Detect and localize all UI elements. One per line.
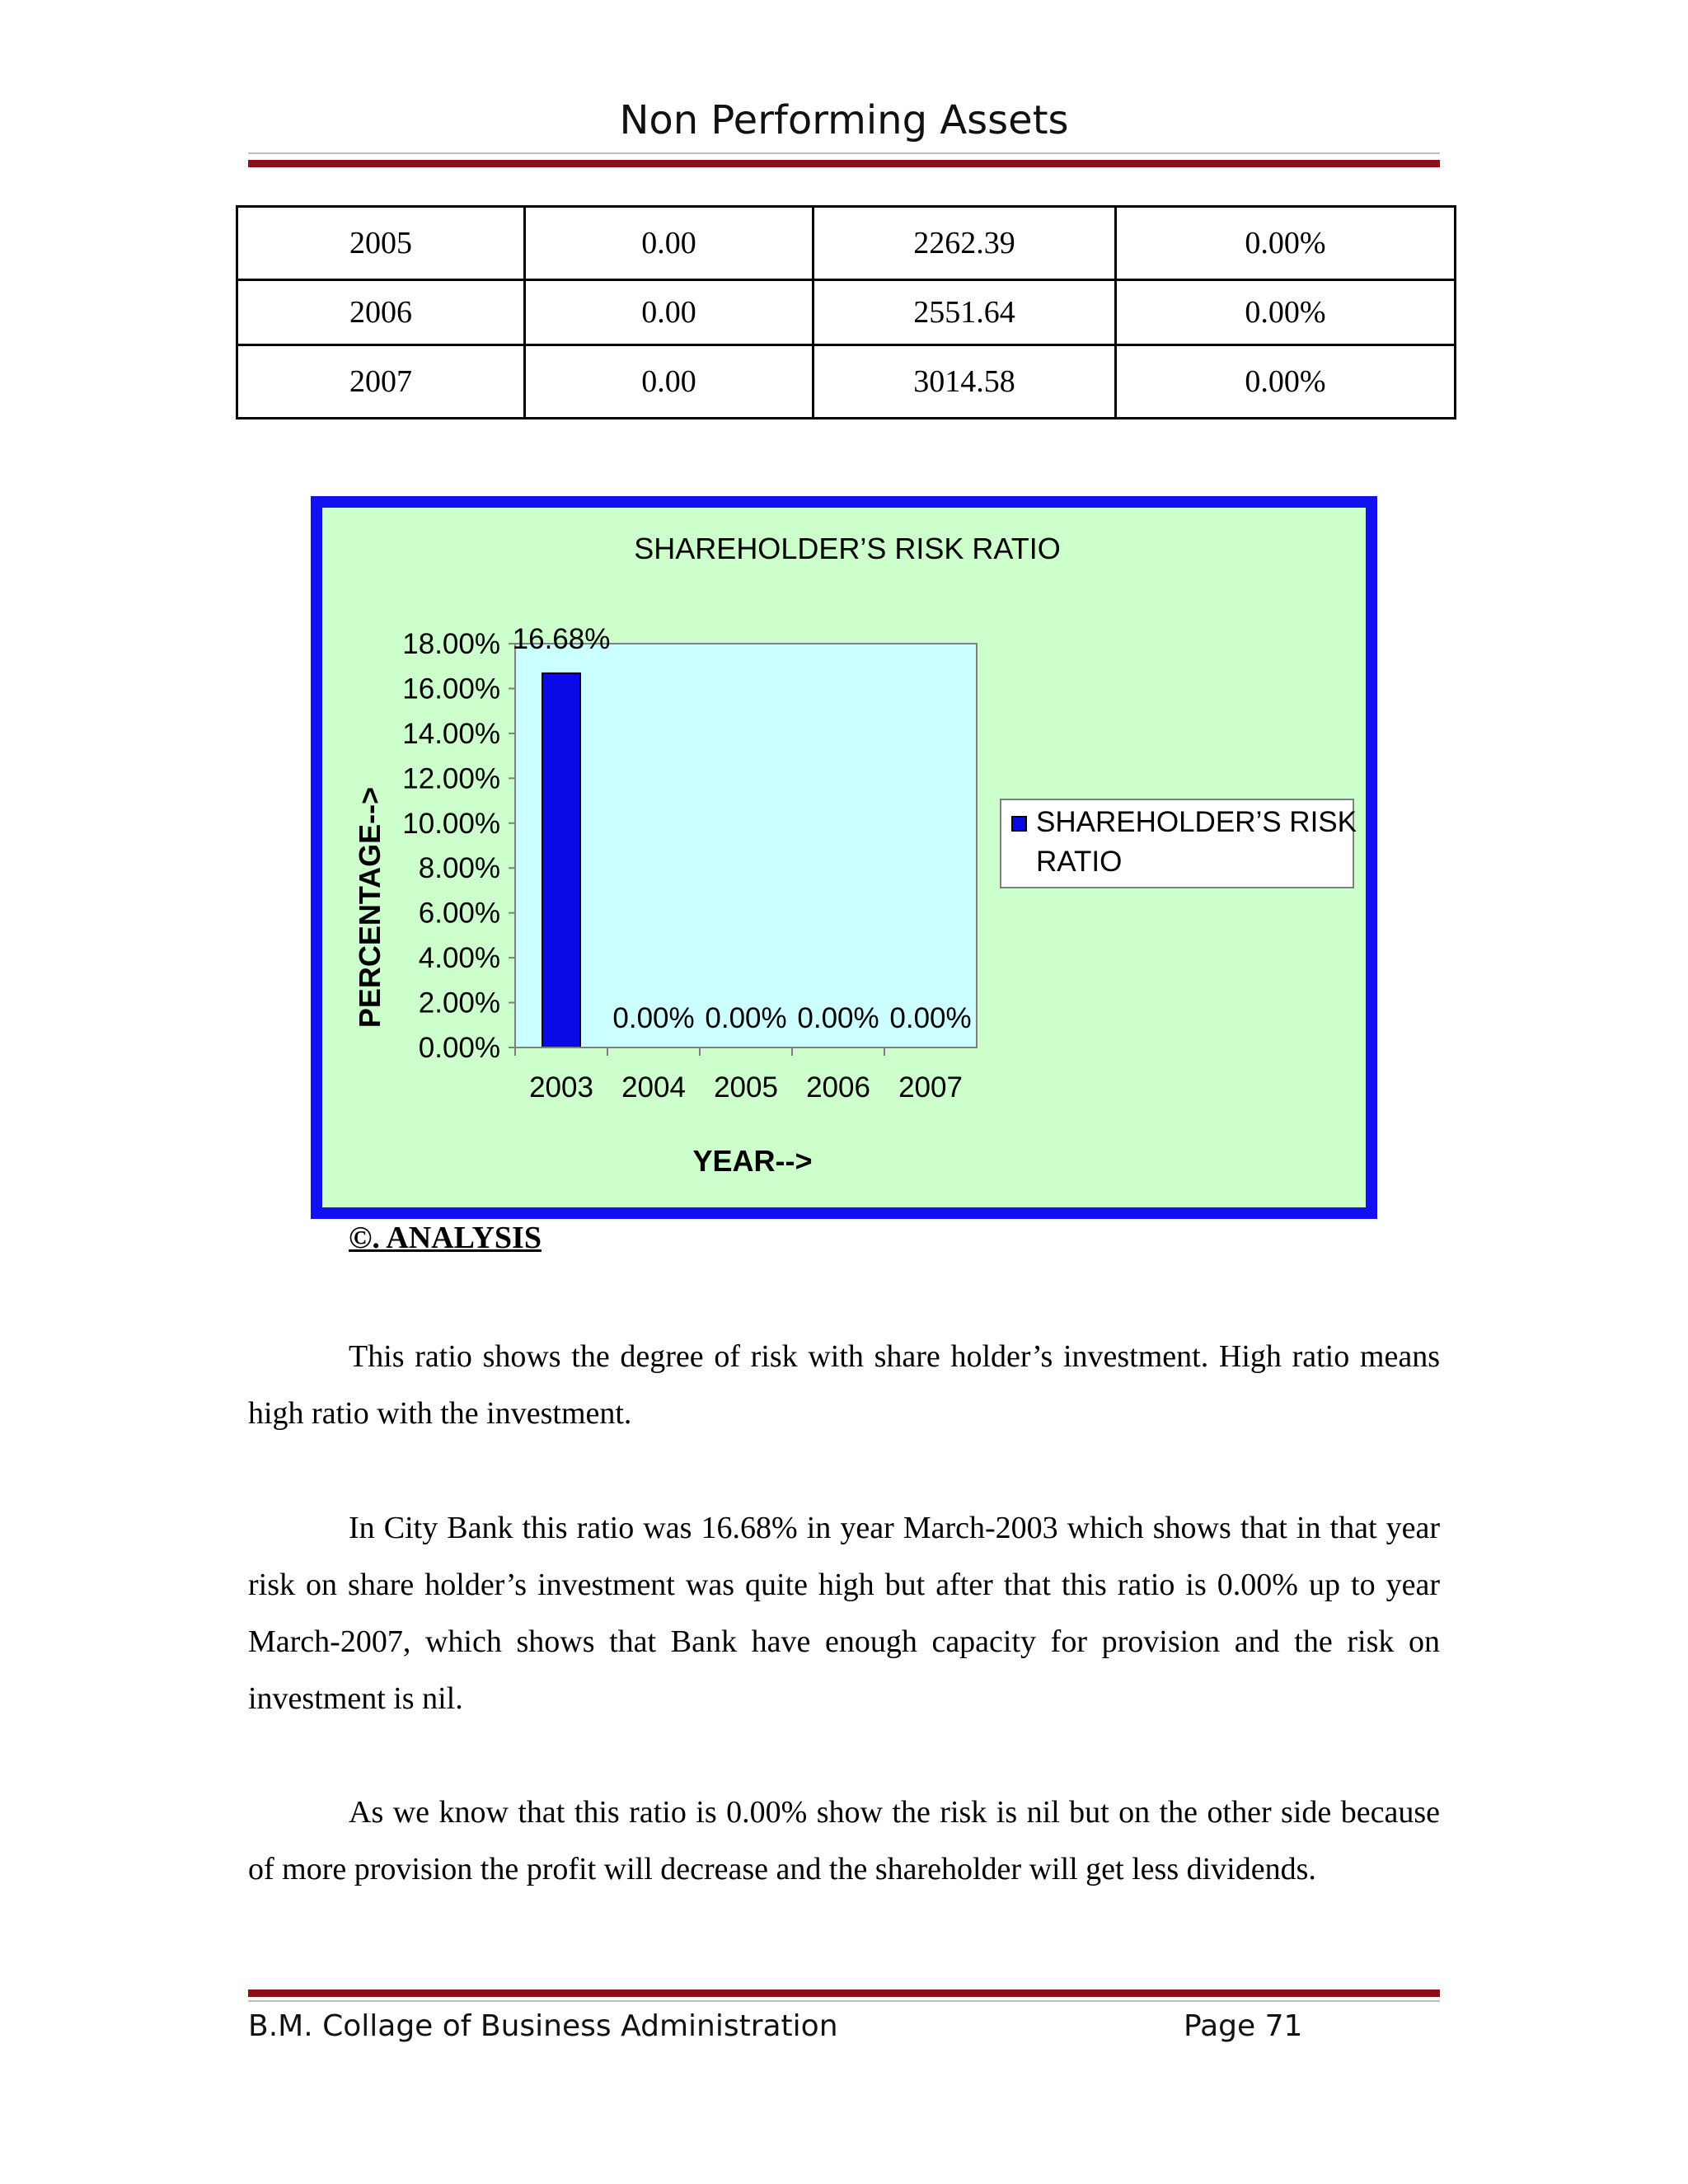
table-cell-value: 3014.58 bbox=[814, 345, 1116, 419]
y-tick-label: 0.00% bbox=[418, 1032, 500, 1064]
table-cell-year: 2006 bbox=[237, 280, 525, 345]
y-tick-label: 8.00% bbox=[418, 852, 500, 885]
chart-frame bbox=[311, 496, 1377, 1219]
x-tick-label: 2003 bbox=[529, 1071, 593, 1104]
table-cell-percent: 0.00% bbox=[1116, 280, 1456, 345]
y-axis-label: PERCENTAGE--> bbox=[353, 786, 387, 1029]
table-cell-value: 0.00 bbox=[525, 207, 814, 280]
analysis-paragraph: This ratio shows the degree of risk with share holder’s investment. High ratio means high ratio with the investment. bbox=[248, 1339, 1440, 1431]
x-tick-label: 2007 bbox=[898, 1071, 963, 1104]
y-tick-label: 4.00% bbox=[418, 942, 500, 975]
page-number: Page 71 bbox=[1184, 2009, 1303, 2043]
data-label: 0.00% bbox=[889, 1002, 972, 1034]
y-tick-label: 14.00% bbox=[402, 717, 500, 750]
page-title: Non Performing Assets bbox=[619, 97, 1069, 143]
footer-college-name: B.M. Collage of Business Administration bbox=[248, 2009, 838, 2043]
chart-title: SHAREHOLDER’S RISK RATIO bbox=[634, 532, 1061, 565]
analysis-paragraph: In City Bank this ratio was 16.68% in year March-2003 which shows that in that year risk on share holder’s investment was quite high but after that this ratio is 0.00% up to year March-2007, which shows that Bank have enough capacity for provision and the risk on investment is nil. bbox=[248, 1511, 1440, 1716]
table-row bbox=[237, 207, 1456, 280]
analysis-heading: ©. ANALYSIS bbox=[349, 1221, 542, 1255]
table-cell-percent: 0.00% bbox=[1116, 345, 1456, 419]
x-tick-label: 2004 bbox=[621, 1071, 686, 1104]
bar bbox=[542, 673, 580, 1047]
legend-label: RATIO bbox=[1036, 846, 1123, 878]
data-label: 0.00% bbox=[797, 1002, 879, 1034]
x-tick-label: 2006 bbox=[806, 1071, 870, 1104]
x-axis-label: YEAR--> bbox=[692, 1144, 813, 1178]
y-tick-label: 10.00% bbox=[402, 807, 500, 840]
x-tick-label: 2005 bbox=[714, 1071, 778, 1104]
footer-divider-thin bbox=[248, 2000, 1440, 2002]
table-row bbox=[237, 280, 1456, 345]
legend-label: SHAREHOLDER’S RISK bbox=[1036, 806, 1357, 838]
y-tick-label: 12.00% bbox=[402, 762, 500, 795]
y-tick-label: 2.00% bbox=[418, 987, 500, 1019]
table-cell-value: 2262.39 bbox=[814, 207, 1116, 280]
footer-divider-thick bbox=[248, 1990, 1440, 1997]
data-table bbox=[236, 205, 1456, 419]
data-label: 16.68% bbox=[512, 622, 611, 655]
data-label: 0.00% bbox=[705, 1002, 787, 1034]
table-cell-value: 0.00 bbox=[525, 280, 814, 345]
header-divider-thick bbox=[248, 160, 1440, 167]
y-tick-label: 6.00% bbox=[418, 897, 500, 930]
table-cell-year: 2007 bbox=[237, 345, 525, 419]
y-tick-label: 16.00% bbox=[402, 673, 500, 705]
analysis-paragraph: As we know that this ratio is 0.00% show the risk is nil but on the other side because of more provision the profit will decrease and the shareholder will get less dividends. bbox=[248, 1795, 1440, 1886]
table-cell-value: 2551.64 bbox=[814, 280, 1116, 345]
table-cell-year: 2005 bbox=[237, 207, 525, 280]
chart bbox=[322, 508, 1366, 1207]
table-cell-percent: 0.00% bbox=[1116, 207, 1456, 280]
y-tick-label: 18.00% bbox=[402, 628, 500, 660]
table-row bbox=[237, 345, 1456, 419]
header-divider-thin bbox=[248, 152, 1440, 154]
legend-swatch bbox=[1012, 817, 1026, 831]
plot-area bbox=[515, 644, 977, 1047]
legend bbox=[1001, 799, 1357, 888]
table-cell-value: 0.00 bbox=[525, 345, 814, 419]
data-label: 0.00% bbox=[612, 1002, 695, 1034]
